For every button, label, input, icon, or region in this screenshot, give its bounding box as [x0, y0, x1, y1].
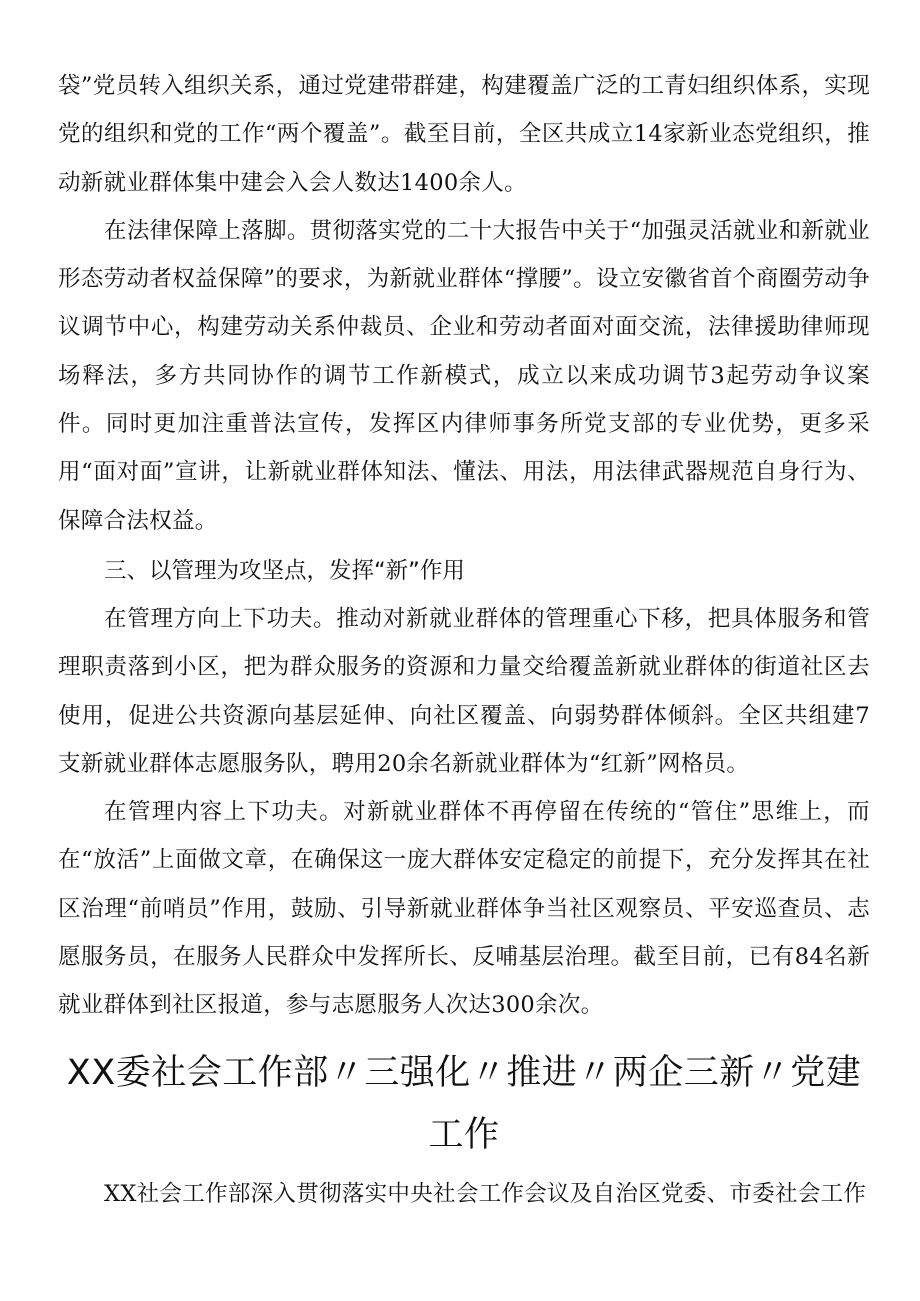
body-paragraph-management-content: 在管理内容上下功夫。对新就业群体不再停留在传统的“管住”思维上，而在“放活”上面做文章，在确保这一庞大群体安定稳定的前提下，充分发挥其在社区治理“前哨员”作用，鼓励、引导新就业群体争当社区观察员、平安巡查员、志愿服务员，在服务人民群众中发挥所长、反哺基层治理。截至目前，已有84名新就业群体到社区报道，参与志愿服务人次达300余次。 — [58, 799, 870, 1019]
section-heading: 三、以管理为攻坚点，发挥“新”作用 — [104, 557, 465, 584]
body-paragraph-legal-protection: 在法律保障上落脚。贯彻落实党的二十大报告中关于“加强灵活就业和新就业形态劳动者权益保障”的要求，为新就业群体“撑腰”。设立安徽省首个商圈劳动争议调节中心，构建劳动关系仲裁员、企业和劳动者面对面交流，法律援助律师现场释法，多方共同协作的调节工作新模式，成立以来成功调节3起劳动争议案件。同时更加注重普法宣传，发挥区内律师事务所党支部的专业优势，更多采用“面对面”宣讲，让新就业群体知法、懂法、用法，用法律武器规范自身行为、保障合法权益。 — [58, 217, 870, 534]
body-paragraph-continuation: 袋”党员转入组织关系，通过党建带群建，构建覆盖广泛的工青妇组织体系，实现党的组织和党的工作“两个覆盖”。截至目前，全区共成立14家新业态党组织，推动新就业群体集中建会入会人数达1400余人。 — [58, 73, 870, 196]
document-page — [58, 62, 870, 1218]
body-paragraph-management-direction: 在管理方向上下功夫。推动对新就业群体的管理重心下移，把具体服务和管理职责落到小区，把为群众服务的资源和力量交给覆盖新就业群体的街道社区去使用，促进公共资源向基层延伸、向社区覆盖、向弱势群体倾斜。全区共组建7支新就业群体志愿服务队，聘用20余名新就业群体为“红新”网格员。 — [58, 605, 870, 777]
article-title: XX委社会工作部〃三强化〃推进〃两企三新〃党建工作 — [66, 1052, 862, 1155]
article-intro-paragraph: XX社会工作部深入贯彻落实中央社会工作会议及自治区党委、市委社会工作 — [104, 1180, 867, 1207]
